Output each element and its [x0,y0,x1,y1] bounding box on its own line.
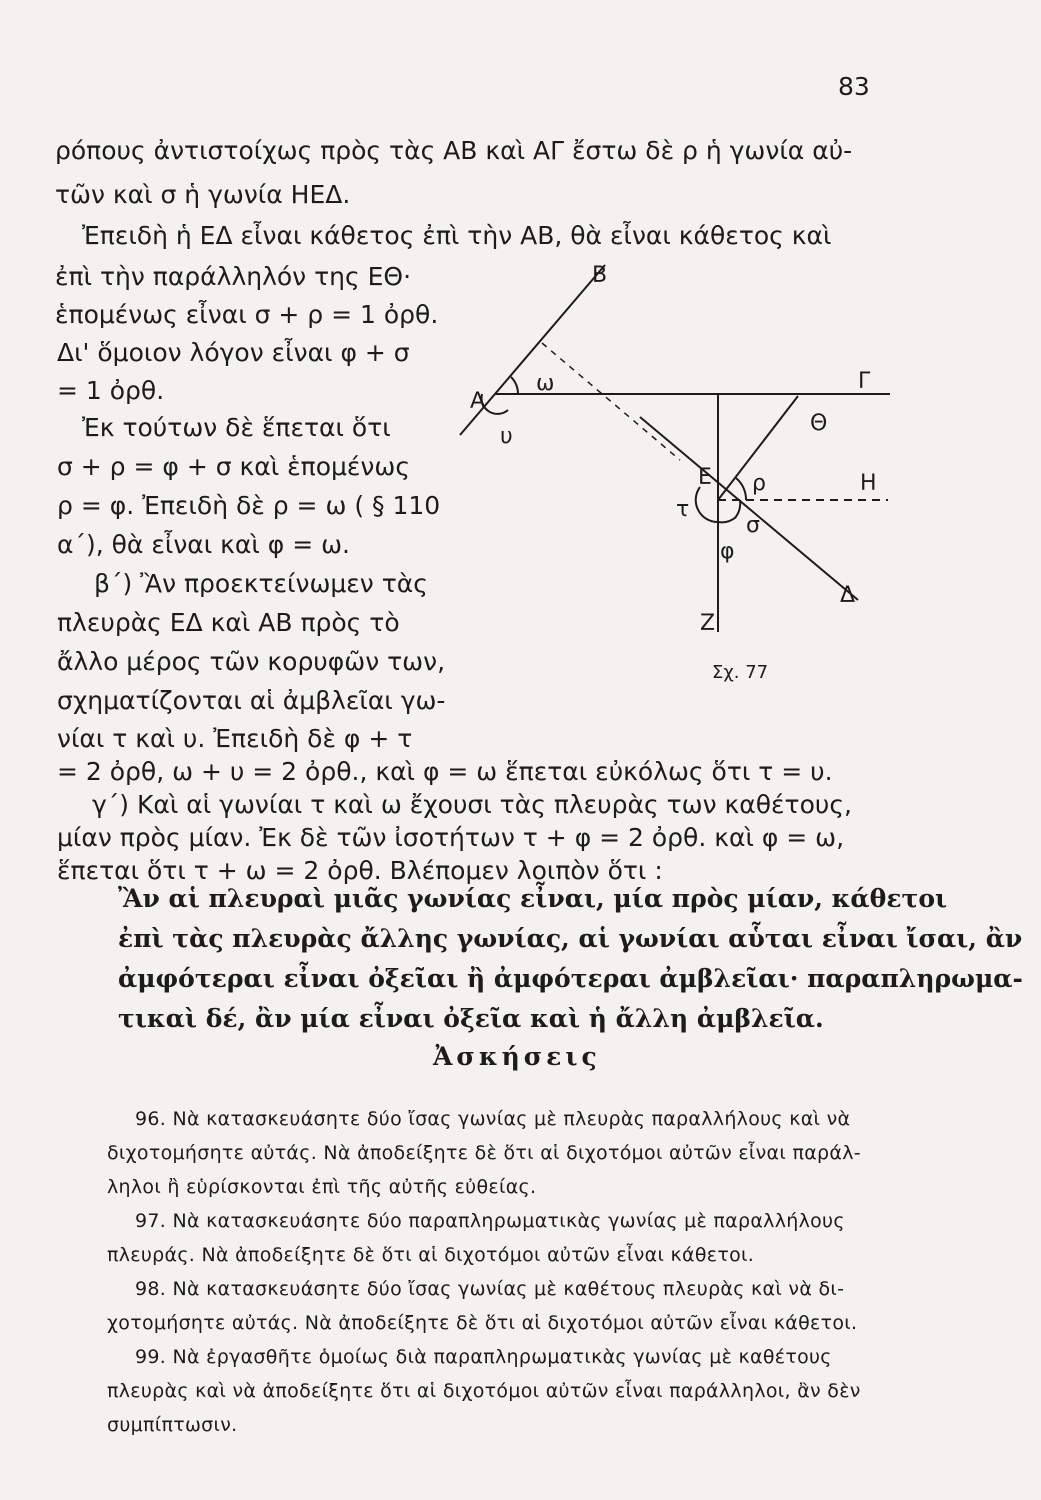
body-line: = 1 ὀρθ. [57,376,165,405]
label-phi: φ [720,539,735,564]
label-a: Α [470,389,486,414]
body-line: ἕπεται ὅτι τ + ω = 2 ὀρθ. Βλέπομεν λοιπὸν ὅτι : [57,856,663,885]
body-line: νίαι τ καὶ υ. Ἐπειδὴ δὲ φ + τ [57,724,413,753]
body-line: β΄) Ἂν προεκτείνωμεν τὰς [94,569,428,598]
theorem-line: τικαὶ δέ, ἂν μία εἶναι ὀξεῖα καὶ ἡ ἄλλη ἀμβλεῖα. [118,1004,824,1033]
figure-svg [440,260,900,700]
exercise-line: πλευρὰς καὶ νὰ ἀποδείξητε ὅτι αἱ διχοτόμοι αὐτῶν εἶναι παράλληλοι, ἂν δὲν [107,1380,861,1402]
exercise-line: συμπίπτωσιν. [107,1414,238,1436]
body-line: σχηματίζονται αἱ ἀμβλεῖαι γω- [57,686,446,715]
body-line: πλευρὰς ΕΔ καὶ ΑΒ πρὸς τὸ [57,608,400,637]
body-line: ρόπους ἀντιστοίχως πρὸς τὰς ΑΒ καὶ ΑΓ ἔστω δὲ ρ ἡ γωνία αὐ- [55,136,853,165]
arc-tau [696,487,718,522]
label-b: Β [592,263,608,288]
label-theta: Θ [810,411,828,436]
body-line: γ΄) Καὶ αἱ γωνίαι τ καὶ ω ἔχουσι τὰς πλευρὰς των καθέτους, [92,790,852,819]
exercise-line: διχοτομήσητε αὐτάς. Νὰ ἀποδείξητε δὲ ὅτι αἱ διχοτόμοι αὐτῶν εἶναι παράλ- [107,1142,861,1164]
exercises-heading: Ἀσκήσεις [433,1042,601,1071]
figure-caption: Σχ. 77 [712,662,769,683]
theorem-line: ἐπὶ τὰς πλευρὰς ἄλλης γωνίας, αἱ γωνίαι αὗται εἶναι ἴσαι, ἂν [118,924,1023,953]
body-line: Ἐπειδὴ ἡ ΕΔ εἶναι κάθετος ἐπὶ τὴν ΑΒ, θὰ εἶναι κάθετος καὶ [82,221,832,250]
exercise-line: 98. Νὰ κατασκευάσητε δύο ἴσας γωνίας μὲ καθέτους πλευρὰς καὶ νὰ δι- [135,1278,845,1300]
label-tau: τ [676,497,690,522]
label-rho: ρ [752,471,766,496]
theorem-line: Ἂν αἱ πλευραὶ μιᾶς γωνίας εἶναι, μία πρὸς μίαν, κάθετοι [118,884,948,913]
label-z: Ζ [700,611,716,636]
dashed-construction [542,343,680,460]
exercise-line: χοτομήσητε αὐτάς. Νὰ ἀποδείξητε δὲ ὅτι αἱ διχοτόμοι αὐτῶν εἶναι κάθετοι. [107,1312,858,1334]
exercise-line: ληλοι ἢ εὑρίσκονται ἐπὶ τῆς αὐτῆς εὐθείας. [107,1176,537,1198]
body-line: = 2 ὀρθ, ω + υ = 2 ὀρθ., καὶ φ = ω ἕπεται εὐκόλως ὅτι τ = υ. [57,757,833,786]
label-h: Η [860,471,877,496]
body-line: Ἐκ τούτων δὲ ἕπεται ὅτι [82,413,391,442]
exercise-line: 99. Νὰ ἐργασθῆτε ὁμοίως διὰ παραπληρωματικὰς γωνίας μὲ καθέτους [135,1346,832,1368]
body-line: τῶν καὶ σ ἡ γωνία ΗΕΔ. [55,180,351,209]
label-e: Ε [698,465,712,490]
body-line: μίαν πρὸς μίαν. Ἐκ δὲ τῶν ἰσοτήτων τ + φ = 2 ὀρθ. καὶ φ = ω, [57,823,845,852]
theorem-line: ἀμφότεραι εἶναι ὀξεῖαι ἢ ἀμφότεραι ἀμβλεῖαι· παραπληρωμα- [118,964,1023,993]
label-g: Γ [858,369,871,394]
arc-phi [718,517,736,522]
body-line: ἄλλο μέρος τῶν κορυφῶν των, [57,647,446,676]
line-ed [640,417,858,600]
body-line: ἑπομένως εἶναι σ + ρ = 1 ὀρθ. [55,300,439,329]
body-line: Δι' ὅμοιον λόγον εἶναι φ + σ [57,338,410,367]
arc-sigma [735,500,740,518]
label-d: Δ [840,583,856,608]
arc-omega [511,377,518,394]
page-number: 83 [838,72,870,101]
body-line: σ + ρ = φ + σ καὶ ἑπομένως [57,452,410,481]
exercise-line: πλευράς. Νὰ ἀποδείξητε δὲ ὅτι αἱ διχοτόμοι αὐτῶν εἶναι κάθετοι. [107,1244,755,1266]
label-omega: ω [536,371,555,396]
exercise-line: 97. Νὰ κατασκευάσητε δύο παραπληρωματικὰς γωνίας μὲ παραλλήλους [135,1210,845,1232]
label-upsilon: υ [500,424,513,449]
body-line: ρ = φ. Ἐπειδὴ δὲ ρ = ω ( § 110 [57,491,441,520]
body-line: ἐπὶ τὴν παράλληλόν της ΕΘ· [55,262,412,291]
exercise-line: 96. Νὰ κατασκευάσητε δύο ἴσας γωνίας μὲ πλευρὰς παραλλήλους καὶ νὰ [135,1108,851,1130]
body-line: α΄), θὰ εἶναι καὶ φ = ω. [57,530,351,559]
label-sigma: σ [746,513,760,538]
arc-rho [736,478,746,500]
geometry-figure [440,260,900,700]
